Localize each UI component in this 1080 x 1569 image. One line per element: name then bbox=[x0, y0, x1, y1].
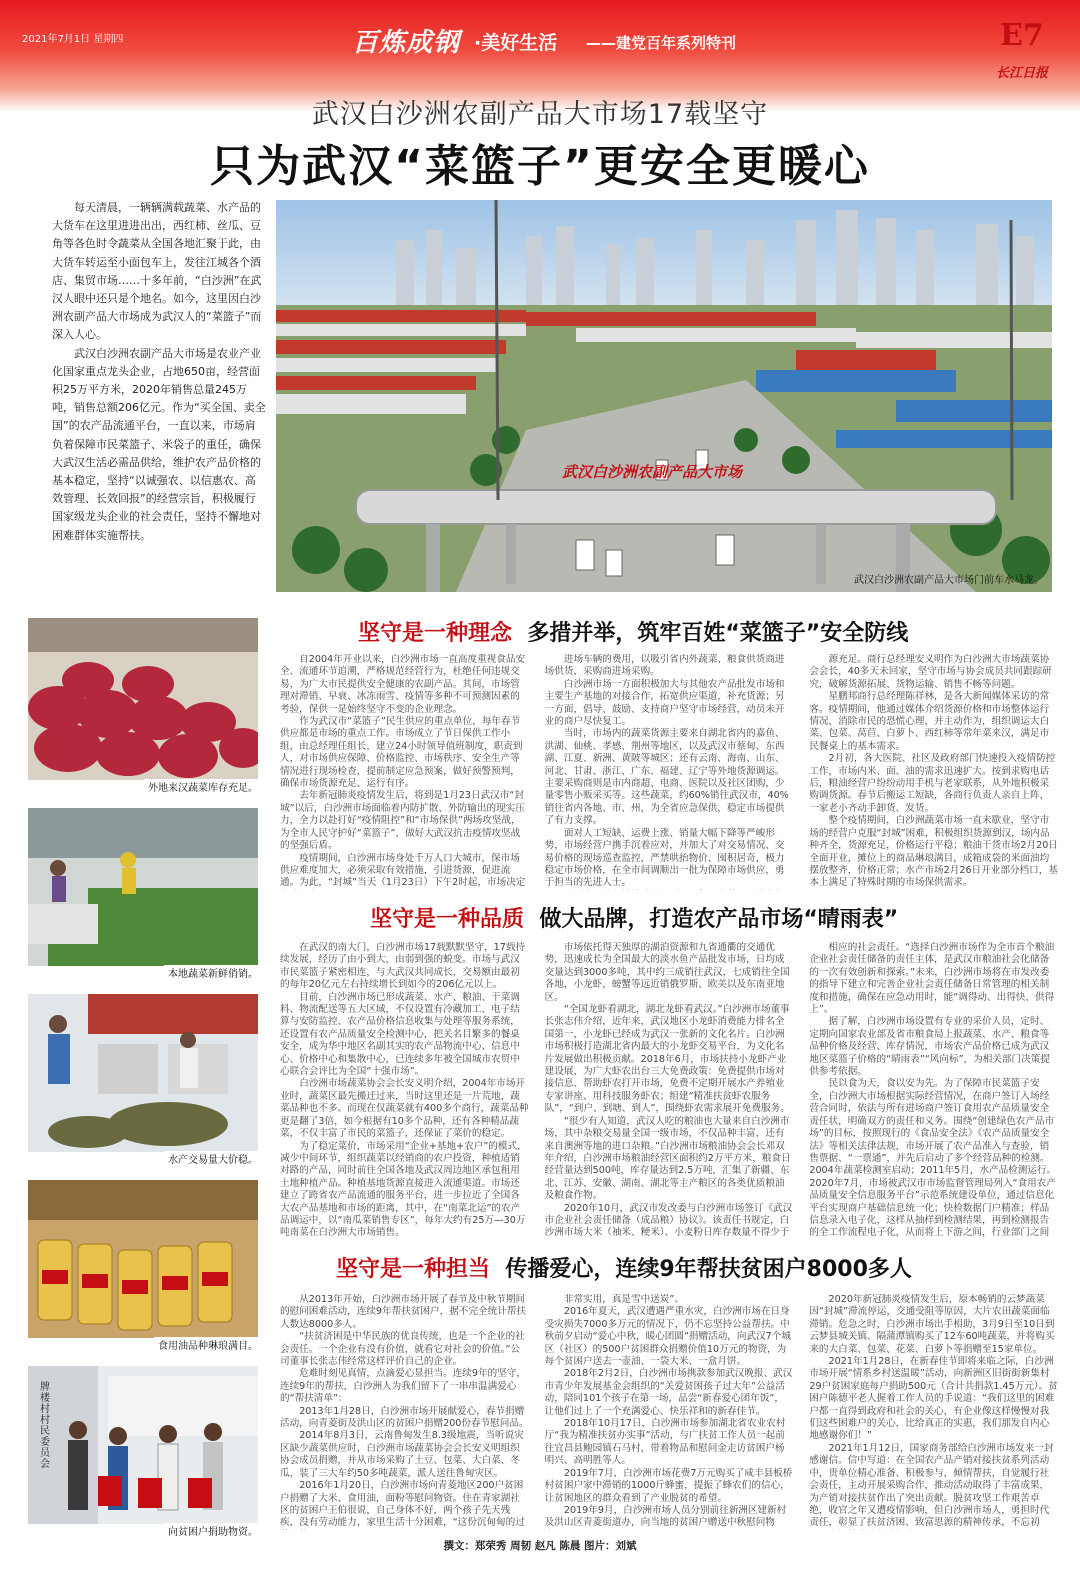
text-column bbox=[545, 1294, 794, 1530]
paragraph: 市场依托得天独厚的湖泊资源和九省通衢的交通优势，迅速成长为全国最大的淡水鱼产品批发市场，日均成交量达到3000多吨，其中约三成销往武汉，七成销往全国各地，小龙虾，螃蟹等远近销俄罗斯、欧美以及东南亚地区。 bbox=[544, 942, 790, 1003]
special-issue-logo: 百炼成钢 bbox=[352, 28, 461, 58]
section-3-columns bbox=[280, 1294, 1058, 1530]
paragraph: 为了稳定菜价，市场采用“企业+基地+农户”的模式，减少中间环节，组织蔬菜以经销商的农户投资，种植适销对路的产品，同时前往全国各地及武汉周边地区承包租用土地种植产品。种植基地货源直接进入流通渠道。市场还建立了跨省农产品流通的服务平台，进一步拉近了全国各大农产品基地和市场的距离，其中，在“南菜北运”的农产品调运中，以“南瓜菜销售专区”，每年大约有25万—30万吨南菜在白沙洲大市场销售。 bbox=[280, 1140, 527, 1238]
section-2-columns bbox=[280, 942, 1058, 1238]
newspaper-logo: 长江日报 bbox=[996, 66, 1049, 81]
text-column bbox=[545, 942, 794, 1238]
paragraph: 2018年2月2日，白沙洲市场携款参加武汉晚报、武汉市青少年发展基金会组织的“关爱贫困孩子过大年”公益活动，陪同101个孩子在第一场，品尝“新春爱心团年饭”，让他们过上了一个充满爱心、快乐祥和的新春佳节。 bbox=[544, 1368, 793, 1417]
vegetable-stall-illustration bbox=[28, 808, 258, 966]
paragraph: 白沙洲市场蔬菜协会会长安义明介绍，2004年市场开业时，蔬菜区最先搬迁过来，当时这里还是一片荒地，蔬菜品种也不多。而现在仅蔬菜就有400多个商行，蔬菜品种更是翻了3倍，如今根据有10多个品种，还有各种精品蔬菜，不仅丰富了市民的菜篮子，还保证了菜价的稳定。 bbox=[280, 1078, 529, 1140]
lead-paragraph: 武汉白沙洲农副产品大市场是农业产业化国家重点龙头企业，占地650亩，经营面积25万平方米，2020年销售总量245万吨，销售总额206亿元。作为“买全国、卖全国”的农产品流通平台，一直以来，市场肩负着保障市民菜篮子、米袋子的重任，确保大武汉生活必需品供给，维护农产品价格的基本稳定，坚持“以诚强农、以信惠农、高效管理、长效回报”的经营宗旨，积极履行国家级龙头企业的社会责任，坚持不懈地对困难群体实施帮扶。 bbox=[52, 346, 266, 542]
series-title: ——建党百年系列特刊 bbox=[586, 34, 737, 52]
paragraph: 2016年夏天，武汉遭遇严重水灾，白沙洲市场在日身受灾损失7000多万元的情况下，仍不忘坚持公益帮扶。中秋前夕启动“爱心中秋，暖心团圆”捐赠活动，向武汉7个城区（社区）的500户贫困群众捐赠价值10万元的物资，为每个贫困户送去一壶油、一袋大米、一盒月饼。 bbox=[544, 1306, 791, 1368]
issue-date: 2021年7月1日 星期四 bbox=[22, 34, 124, 45]
market-gate-sign: 武汉白沙洲农副产品大市场 bbox=[562, 463, 743, 481]
section-keyword: 坚守是一种担当 bbox=[336, 1257, 491, 1282]
paragraph: 相应的社会责任。“选择白沙洲市场作为全市首个粮油企业社会责任储备的责任主体，是武汉市粮油社会化储备的一次有效创新和探索。”未来，白沙洲市场将在市发改委的指导下建立和完善企业社会责任储备日常管理的相关制度和措施，确保在应急动用时，能“调得动、出得快、供得上”。 bbox=[809, 942, 1055, 1016]
headline-sub: 武汉白沙洲农副产品大市场17载坚守 bbox=[311, 99, 769, 130]
lead-text bbox=[52, 199, 266, 545]
paragraph: 2019年9月，白沙洲市场人员分别前往新洲区建新村及洪山区青菱街道办，向当地的贫困户赠送中秋慰问物 bbox=[544, 1504, 787, 1529]
photo-caption: 水产交易量大价稳。 bbox=[164, 1151, 258, 1166]
headline-main: 只为武汉“菜篮子”更安全更暖心 bbox=[210, 141, 870, 192]
oil-bottles-illustration bbox=[28, 1180, 258, 1338]
paragraph: “全国龙虾看湖北，湖北龙虾看武汉。”白沙洲市场董事长张志伟介绍，近年来，武汉地区小龙虾消费能力排名全国第一，小龙虾已经成为武汉一张新的文化名片。白沙洲市场积极打造湖北省内最大的小龙虾交易平台，为文化名片发展做出积极贡献。2018年6月，市场扶持小龙虾产业建设展，为广大虾农出台三大免费政策：免费提供市场对接信息、帮助虾农打开市场，免费不定期开展水产养殖业专家讲座、用科技服务虾农；组建“精准扶贫虾农服务队”，“到户、到塘、到人”，围绕虾农需求展开免费服务。 bbox=[544, 1004, 790, 1115]
hero-caption: 武汉白沙洲农副产品大市场门前车水马龙。 bbox=[854, 575, 1044, 586]
paragraph: 2021年1月12日，国家商务部给白沙洲市场发来一封感谢信。信中写道：在全国农产品产销对接扶贫系列活动中，贵单位精心准备、积极参与，倾情帮扶，自觉履行社会责任，主动开展采购合作，推动活动取得了丰富成果，为产销对接扶贫作出了突出贡献。脱贫攻坚工作艰苦卓绝，收官之年又遭疫情影响，但白沙洲市场人，勇担时代责任，彰显了扶贫济困、致富思源的精神传承，不忘初 bbox=[809, 1442, 1054, 1529]
donation-group-illustration bbox=[28, 1366, 258, 1524]
paragraph: “扶贫济困是中华民族的优良传统，也是一个企业的社会责任。一个企业有没有价值，就看它对社会的价值。”公司董事长张志伟经常这样评价自己的企业。 bbox=[280, 1331, 525, 1368]
page-number: E7 bbox=[1000, 18, 1044, 53]
market-aerial-illustration bbox=[276, 200, 1052, 592]
paragraph: 2月初，各大医院、社区及政府部门快速投入疫情防控工作，市场内米、面、油的需求迅速扩大。按到求购电话后，粮油经营户纷纷动用手机与老家联系，从外地积极采购调货源。春节后搬运工短缺，各商行负责人亲自上阵，一家老小齐动手卸货、发货。 bbox=[809, 753, 1056, 814]
paragraph: 进场车辆的费用，以吸引省内外蔬菜、粮食供货商进场供货，采购商进场采购。 bbox=[544, 654, 785, 678]
paragraph: 星鹏邦商行总经理陈祥林，是各大新闻媒体采访的常客。疫情期间，他通过媒体介绍货源价格和市场整体运行情况，消除市民的恐慌心理，并主动作为，组织调运大白菜、包菜、莴苣、白萝卜、西红柿等常年菜来汉，满足市民餐桌上的基本需求。 bbox=[809, 691, 1050, 752]
photo-caption: 食用油品种琳琅满目。 bbox=[154, 1337, 258, 1352]
paragraph: 据了解，白沙洲市场设置有专业的采价人员，定时、定期向国家农业部及省市粮食局上报蔬菜、水产、粮食等品种价格及经营、库存情况，市场农产品价格已成为武汉地区菜篮子价格的“晴雨表”“风向标”，为相关部门决策提供参考依据。 bbox=[809, 1016, 1050, 1078]
paragraph: 非常实用，真是雪中送炭”。 bbox=[563, 1294, 684, 1305]
text-column bbox=[280, 654, 529, 890]
paragraph: 从2013年开始，白沙洲市场开展了春节及中秋节期间的慰问困难活动，连续9年帮扶贫困户，据不完全统计帮扶人数达8000多人。 bbox=[280, 1294, 526, 1330]
photo-cooking-oil bbox=[28, 1180, 258, 1352]
paragraph: 白沙洲市场一方面积极加大与其他农产品批发市场和主要生产基地的对接合作，拓宽供应渠道，补充货源；另一方面，倡导、鼓励、支持商户坚守市场经营，动员未开业的商户尽快复工。 bbox=[544, 678, 785, 728]
section-title-3 bbox=[336, 1252, 1080, 1283]
photo-donation bbox=[28, 1366, 258, 1538]
paragraph: 2018年10月17日，白沙洲市场参加湖北省农业农村厅“我为精准扶贫办实事”活动，与广扶贫工作人员一起前往宜昌县鲍园镇石马村，带着物品和慰问金走访贫困户杨明兴、高明胜等人。 bbox=[544, 1418, 786, 1467]
photo-caption: 外地来汉蔬菜库存充足。 bbox=[144, 779, 258, 794]
paragraph: 整个疫情期间，白沙洲蔬菜市场一直未歇业，坚守市场的经营户克服“封城”困难，积极组织货源到汉，场内品种齐全，货源充足，价格运行平稳；粮油干货市场2月20日全面开业，摊位上的商品琳琅满目，成箱成袋的米面油均摆放整齐，价格正常；水产市场2月26日开业部分档口，基本上满足了特殊时期的市场保供需求。 bbox=[809, 815, 1058, 889]
fish-market-illustration bbox=[28, 994, 258, 1152]
paragraph: 危难时刻见真情，点滴爱心显担当。连续9年的坚守，连续9年的帮扶，白沙洲人为我们留下了一串串温满爱心的“帮扶清单”： bbox=[280, 1368, 526, 1405]
paragraph: 面对人工短缺、运费上涨、销量大幅下降等严峻形势，市场经营户携手沉着应对，并加大了对交易情况、交易价格的现场巡查监控，严禁哄抬物价、囤积居奇，极力稳定市场价格，在全市间调顺出一批为保障市场供应，勇于担当的先进人士。 bbox=[544, 827, 785, 889]
paragraph: 2020年新冠肺炎疫情发生后，原本畅销的云梦蔬菜因“封城”滞流停运，交通受阻等原因，大片农田蔬菜面临滞销。危急之时，白沙洲市场出手相助，3月9日至10日到云梦县城关镇、隔蒲潭镇购买了12车60吨蔬菜，并将购买来的大白菜、包菜、花菜、白萝卜等捐赠至15家单位。 bbox=[809, 1294, 1055, 1355]
paragraph: 当时，市场内的蔬菜货源主要来自湖北省内的嘉鱼、洪湖、仙桃、孝感、荆州等地区，以及武汉市蔡甸、东西湖、江夏、新洲、黄陂等城区；还有云南、海南、山东、河北、甘肃、浙江、广东、福建、辽宁等外地货源调运。主要采购商则是市内商超、电商、医院以及社区团购，少量零售小贩采买等。这些蔬菜，约60%销往武汉市，40%销往省内各地、市、州，为全省应急保供，稳定市场提供了有力支撑。 bbox=[544, 728, 789, 827]
section-heading: 传播爱心，连续9年帮扶贫困户8000多人 bbox=[505, 1257, 912, 1282]
paragraph: 目前，白沙洲市场已形成蔬菜、水产、粮油、干菜调料、物流配送等五大区域，不仅设置有冷藏加工、电子结算与安防监控、农产品价格信息收集与处理等服务系统，还设置有农产品质量安全检测中心，把关名目繁多的餐桌安全，成为华中地区名副其实的农产品物流中心、信息中心、价格中心和集散中心，已连续多年被全国城市农贸中心联合会评比为全国“十强市场”。 bbox=[280, 991, 520, 1078]
text-column bbox=[809, 654, 1058, 890]
paragraph: 作为武汉市“菜篮子”民生供应的重点单位，每年春节供应都是市场的重点工作。市场成立了节日保供工作小组，由总经理任组长，建立24小时领导值班制度，职责到人，对市场供应保障、价格监控、市场秩序、安全生产等情况进行现场检查，提前制定应急预案，做好预警预判，确保市场货源充足、运行有序。 bbox=[280, 716, 523, 790]
hero-photo bbox=[276, 200, 1052, 592]
section-heading: 多措并举，筑牢百姓“菜篮子”安全防线 bbox=[527, 621, 909, 646]
section-name: ·美好生活 bbox=[474, 32, 558, 54]
text-column bbox=[280, 1294, 529, 1530]
paragraph: 去年新冠肺炎疫情发生后，将到是1月23日武汉市“封城”以后，白沙洲市场面临着内防扩散、外防输出的现实压力，全力以赴打好“疫情阻控”和“市场保供”两场攻坚战，为全市人民守护好“菜篮子”，做好大武汉抗击疫情攻坚战的坚强后盾。 bbox=[280, 790, 525, 852]
text-column bbox=[809, 1294, 1058, 1530]
section-1-columns bbox=[280, 654, 1058, 890]
paragraph: 2014年8月3日，云南鲁甸发生8.3级地震，当听说灾区缺少蔬菜供应时，白沙洲市场蔬菜协会会长安义明组织协会成员捐赠，并从市场采购了土豆、包菜、大白菜、冬瓜，装了三大车约50多吨蔬菜，派人送往鲁甸灾区。 bbox=[280, 1430, 524, 1479]
paragraph: 民以食为天，食以安为先。为了保障市民菜篮子安全，白沙洲大市场根据实际经营情况，在商户签订入场经营合同时，依法与所有进场商户签订食用农产品质量安全责任状，明确双方的责任和义务。围绕“创建绿色农产品市场”的目标，按照现行的《食品安全法》《农产品质量安全法》等相关法律法规，市场开展了农产品准入与查验，销售票据、“一票通”，并先后启动了多个经营品种的检测。2004年蔬菜检测室启动；2011年5月，水产品检测运行。2020年7月，市场被武汉市市场监督管理局列入“食用农产品质量安全信息服务平台”示范系统建设单位，通过信息化平台实现商户基础信息统一化；快检数据门户精准；样品信息录入电子化，这样从抽样到检测结果，再到检测报告的全工作流程电子化，从而将上下游之间，行业部门之间 bbox=[809, 1078, 1057, 1238]
section-title-2 bbox=[370, 902, 1080, 933]
text-column bbox=[280, 942, 529, 1238]
paragraph: “很少有人知道，武汉人吃的粮油也大量来自白沙洲市场，其中杂粮交易量全国一级市场，不仅品种丰富，还有来自澳洲等地的进口杂粮。”白沙洲市场粮油协会会长邓双年介绍，白沙洲市场粮油经营区面积约2万平方米，粮食日经营量达到500吨，库存量达到2.5万吨，汇集了新疆、东北、江苏、安徽、湖南、湖北等主产粮区的各类优质粮油及粮食作物。 bbox=[544, 1115, 791, 1202]
paragraph: 2016年1月20日，白沙洲市场向青菱地区200户贫困户捐赠了大米、食用油，面粉等慰问物资。住在青家湖社区的贫困户王伯很说，自己身体不好，两个孩子先天残疾，没有劳动能力，家里生活十分困难，“这份沉甸甸的过 bbox=[280, 1480, 525, 1529]
paragraph: 在武汉的南大门，白沙洲市场17载默默坚守，17载持续发展，经历了由小到大，由弱到强的蜕变。市场与武汉市民菜篮子紧密相连，与大武汉共同成长，交易额由最初的每年20亿元左右持续增长到如今的206亿元以上。 bbox=[280, 942, 526, 991]
paragraph: 2013年1月28日，白沙洲市场开展献爱心，春节捐赠活动，向青菱街及洪山区的贫困户捐赠200份春节慰问品。 bbox=[280, 1405, 529, 1430]
photo-caption: 向贫困户捐助物资。 bbox=[164, 1523, 258, 1538]
section-heading: 做大品牌，打造农产品市场“晴雨表” bbox=[539, 907, 899, 932]
paragraph: 2021年1月28日，在新春佳节即将来临之际，白沙洲市场开展“情系乡村送温暖”活动，向新洲区旧街街新集村29户贫困家庭每户捐助500元（合计共捐款1.45万元）。贫困户陈德平老人握着工作人员的手说道：“我们这里的困难户都一直得到政府和社会的关心，有企业像这样慢慢对我们这些困难户的关心，比给真正的实惠，我们那发自内心地感谢你们！” bbox=[809, 1356, 1058, 1442]
paragraph: 2020年10月，武汉市发改委与白沙洲市场签订《武汉市企业社会责任储备（成品粮）协议》。该责任书规定，白沙洲市场大米（袖米、粳米）、小麦粉日库存数量不得少于 bbox=[544, 1202, 793, 1238]
byline-credit: 撰文：郑荣秀 周韧 赵凡 陈晨 图片：刘斌 bbox=[443, 1540, 637, 1552]
text-column bbox=[809, 942, 1058, 1238]
photo-local-vegetables bbox=[28, 808, 258, 980]
section-title-1 bbox=[358, 616, 1080, 647]
paragraph: 2019年7月，白沙洲市场花费7万元购买了咸丰县板桥村贫困户家中滞销的1000斤蜂蜜，提振了蜂农们的信心，让贫困地区的群众看到了产业脱贫的希望。 bbox=[544, 1467, 793, 1504]
village-sign: 牌楼村村民委员会 bbox=[40, 1382, 50, 1470]
photo-seafood-trade bbox=[28, 994, 258, 1166]
section-keyword: 坚守是一种品质 bbox=[370, 907, 525, 932]
lead-paragraph: 每天清晨，一辆辆满载蔬菜、水产品的大货车在这里进进出出，西红柿、丝瓜、豆角等各色时令蔬菜从全国各地汇聚于此，由大货车转运至小面包车上，发往江城各个酒店、集贸市场……十多年前，“白沙洲”在武汉人眼中还只是个地名。如今，这里因白沙洲农副产品大市场成为武汉人的“菜篮子”而深入人心。 bbox=[52, 201, 262, 342]
photo-caption: 本地蔬菜新鲜俏销。 bbox=[164, 965, 258, 980]
text-column bbox=[545, 654, 794, 890]
onion-sacks-illustration bbox=[28, 618, 258, 780]
paragraph: 自2004年开业以来，白沙洲市场一直高度重视食品安全、流通环节追溯，严格规范经营行为，杜绝任何违规交易，为广大市民提供安全健康的农副产品。其间，市场管理对滞销、早衰、冰冻雨雪、疫情等多种不可预测因素的考验，保供一是始终坚守不变的企业理念。 bbox=[280, 654, 526, 715]
photo-vegetable-stock bbox=[28, 618, 258, 794]
paragraph: 疫情期间，白沙洲市场身处千万人口大城市，保市场供应难度加大，必须采取有效措施，引进货源，促进流通。为此，“封城”当天（1月23日）下午2时起，市场决定 bbox=[280, 852, 526, 889]
paragraph: 源充足。商行总经理安义明作为白沙洲大市场蔬菜协会会长，40多天未回家，坚守市场与协会成员共同跟踪研究，破解货源拓展、货物运输、销售不畅等问题。 bbox=[809, 654, 1052, 690]
section-keyword: 坚守是一种理念 bbox=[358, 621, 513, 646]
